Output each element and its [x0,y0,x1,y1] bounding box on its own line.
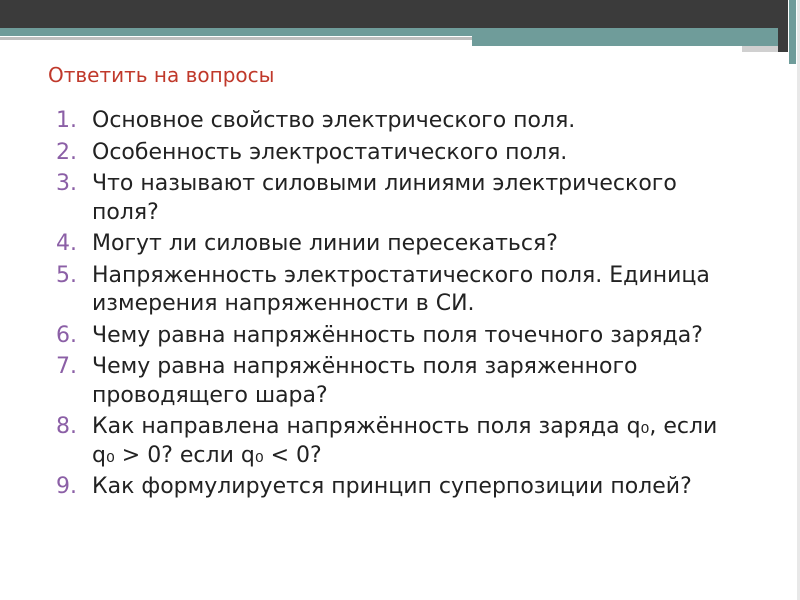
slide-title: Ответить на вопросы [48,63,275,87]
item-number: 3. [56,171,77,196]
item-number: 2. [56,139,77,165]
list-item [0,230,760,259]
header-dark-bar [0,0,778,28]
item-number: 9. [56,474,77,499]
item-text: Как направлена напряжённость поля заряда q₀, если q₀ > 0? если q₀ < 0? [92,414,718,468]
list-item [0,107,760,136]
header-corner-gray [742,46,778,52]
item-text: Напряженность электростатического поля. Единица измерения напряженности в СИ. [92,262,710,316]
list-item [0,170,760,227]
item-number: 6. [56,322,77,348]
item-text: Как формулируется принцип суперпозиции полей? [92,474,692,499]
corner-teal-bar [789,0,796,64]
header-teal-accent [472,36,778,46]
item-number: 1. [56,108,77,133]
item-number: 7. [56,354,77,379]
list-item [0,353,760,410]
item-number: 8. [56,414,77,439]
list-item [0,139,760,168]
list-item [0,473,760,502]
list-item [0,413,760,470]
item-number: 5. [56,262,77,288]
item-text: Что называют силовыми линиями электрического поля? [92,171,677,225]
corner-dark-bar [778,0,788,52]
item-text: Могут ли силовые линии пересекаться? [92,231,558,256]
list-item [0,322,760,351]
item-text: Чему равна напряжённость поля точечного заряда? [92,322,703,348]
list-item [0,262,760,319]
header-teal-bar [0,28,778,36]
item-number: 4. [56,231,77,256]
item-text: Чему равна напряжённость поля заряженного проводящего шара? [92,354,638,408]
item-text: Особенность электростатического поля. [92,139,568,165]
question-list [0,107,760,505]
header-gray-line [0,37,472,40]
item-text: Основное свойство электрического поля. [92,108,576,133]
